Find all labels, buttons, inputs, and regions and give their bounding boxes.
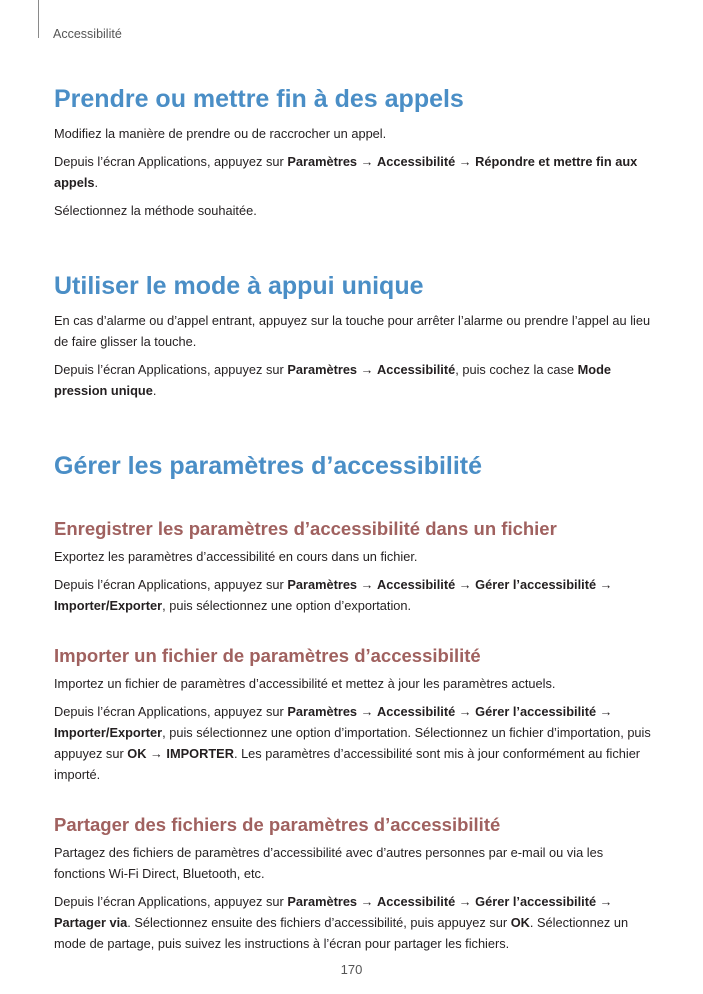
subsection-title-export: Enregistrer les paramètres d’accessibilité dans un fichier: [54, 518, 557, 539]
section-title-single-tap: Utiliser le mode à appui unique: [54, 272, 424, 300]
subsection-title-share: Partager des fichiers de paramètres d’accessibilité: [54, 814, 501, 835]
paragraph: En cas d’alarme ou d’appel entrant, appuyez sur la touche pour arrêter l’alarme ou prendre l’appel au lieu de faire glisser la touche.: [54, 313, 651, 349]
paragraph: Depuis l’écran Applications, appuyez sur Paramètres → Accessibilité → Gérer l’accessibilité → Importer/Exporter, puis sélectionnez une option d’importation. Sélectionnez un fichier d’importation, puis appuyez sur OK → IMPORTER. Les paramètres d’accessibilité sont mis à jour conformément au fichier importé.: [54, 704, 651, 782]
section-title-manage-accessibility: Gérer les paramètres d’accessibilité: [54, 452, 483, 480]
running-header: Accessibilité: [53, 27, 122, 41]
page-number: 170: [340, 962, 363, 977]
paragraph: Modifiez la manière de prendre ou de raccrocher un appel.: [54, 126, 387, 141]
paragraph: Depuis l’écran Applications, appuyez sur Paramètres → Accessibilité, puis cochez la case Mode pression unique.: [54, 362, 612, 398]
paragraph: Depuis l’écran Applications, appuyez sur Paramètres → Accessibilité → Répondre et mettre fin aux appels.: [54, 154, 638, 190]
paragraph: Depuis l’écran Applications, appuyez sur Paramètres → Accessibilité → Gérer l’accessibilité → Importer/Exporter, puis sélectionnez une option d’exportation.: [54, 577, 613, 613]
header-divider: [38, 0, 39, 38]
page-content: [54, 82, 654, 961]
section-title-calls: Prendre ou mettre fin à des appels: [54, 85, 464, 113]
subsection-title-import: Importer un fichier de paramètres d’accessibilité: [54, 645, 481, 666]
paragraph: Depuis l’écran Applications, appuyez sur Paramètres → Accessibilité → Gérer l’accessibilité → Partager via. Sélectionnez ensuite des fichiers d’accessibilité, puis appuyez sur OK. Sélectionnez un mode de partage, puis suivez les instructions à l’écran pour partager les fichiers.: [54, 894, 629, 951]
paragraph: Partagez des fichiers de paramètres d’accessibilité avec d’autres personnes par e-mail ou via les fonctions Wi-Fi Direct, Bluetooth, etc.: [54, 845, 604, 881]
paragraph: Exportez les paramètres d’accessibilité en cours dans un fichier.: [54, 549, 418, 564]
paragraph: Importez un fichier de paramètres d’accessibilité et mettez à jour les paramètres actuels.: [54, 676, 556, 691]
paragraph: Sélectionnez la méthode souhaitée.: [54, 203, 257, 218]
